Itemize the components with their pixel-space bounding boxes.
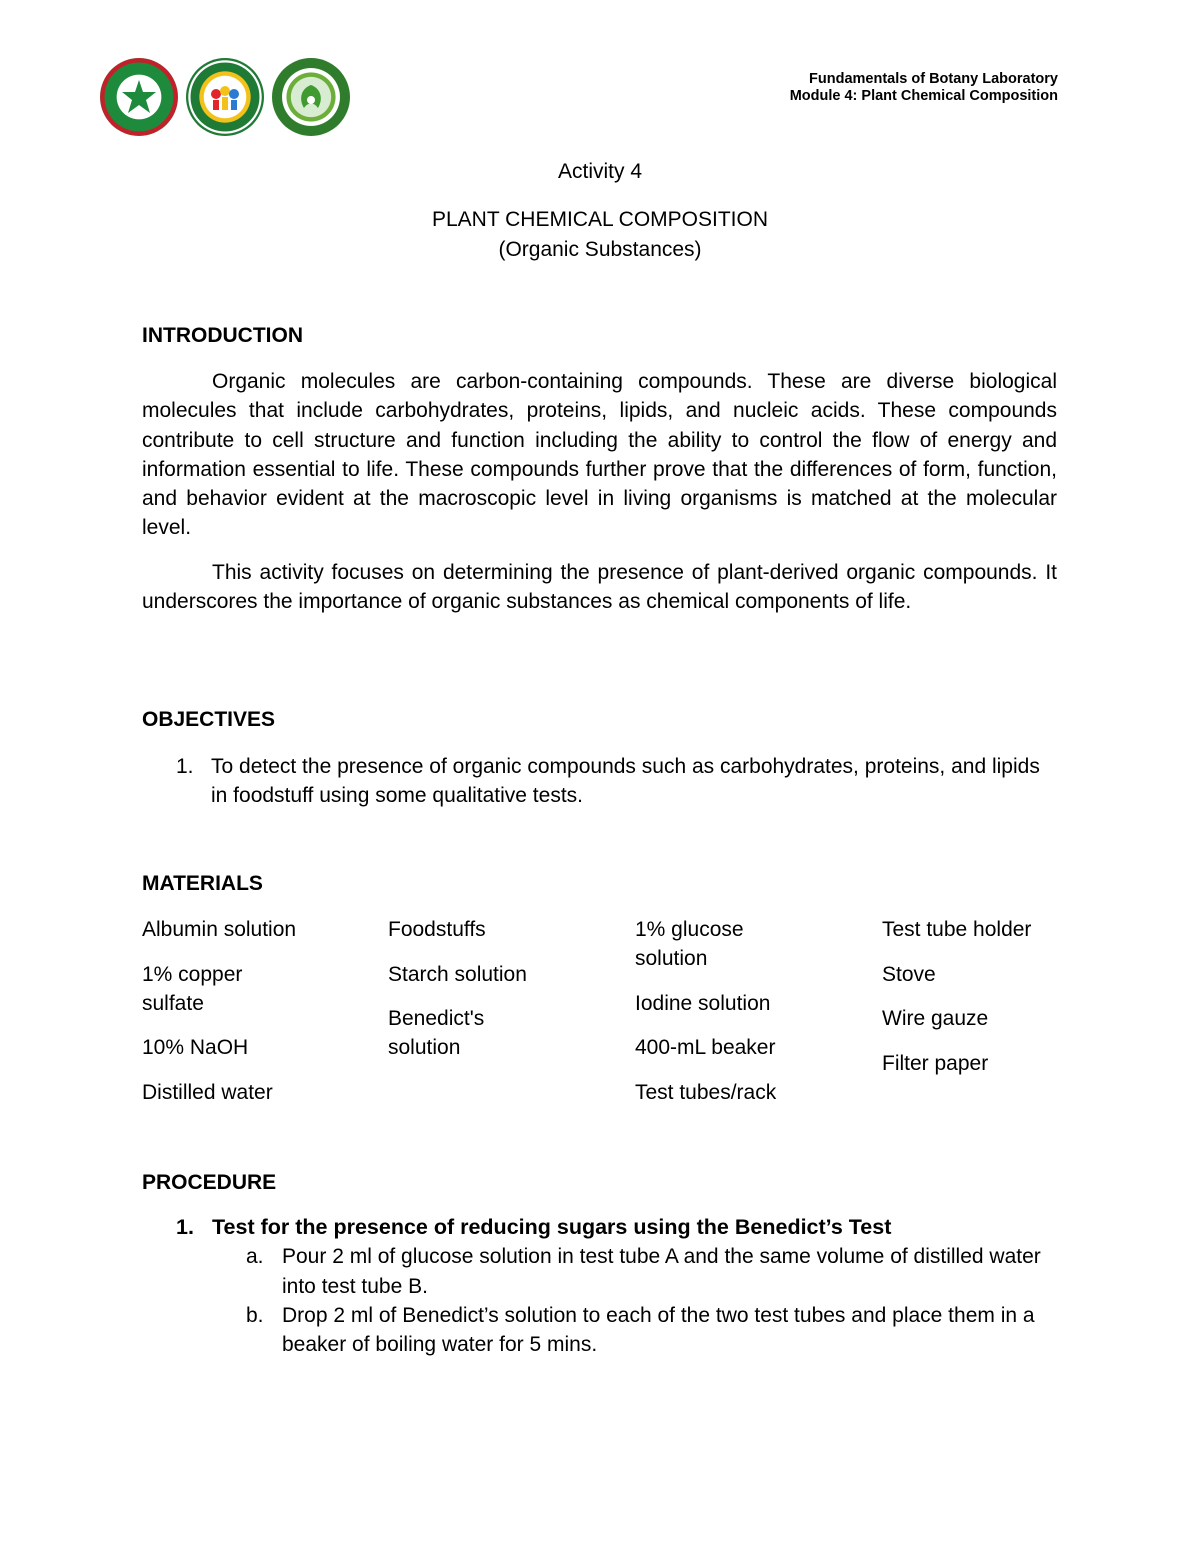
running-header <box>790 71 1058 105</box>
material-item: 10% NaOH <box>142 1036 249 1059</box>
material-item: Iodine solution <box>635 991 771 1015</box>
substep-letter: a. <box>246 1245 264 1269</box>
procedure-heading: PROCEDURE <box>142 1171 277 1194</box>
objectives-heading: OBJECTIVES <box>142 708 276 731</box>
substep-letter: b. <box>246 1303 264 1327</box>
introduction-paragraph-1: Organic molecules are carbon-containing compounds. These are diverse biological molecules that include carbohydrates, proteins, lipids, and nucleic acids. These compounds contribute to cell structure and function including the ability to control the flow of energy and information essential to life. These compounds further prove that the differences of form, function, and behavior evident at the macroscopic level in living organisms is matched at the molecular level. <box>142 370 1057 540</box>
material-item: 1% copper sulfate <box>142 962 243 1015</box>
college-seal-logo <box>186 58 264 136</box>
objective-item <box>142 752 1057 811</box>
material-item: Foodstuffs <box>388 918 486 941</box>
logo-row <box>100 58 350 136</box>
material-item: Filter paper <box>882 1051 989 1075</box>
university-seal-logo <box>100 58 178 136</box>
material-item: Test tubes/rack <box>635 1080 777 1104</box>
materials-column-3 <box>635 915 825 1122</box>
procedure-substep <box>142 1242 1057 1301</box>
procedure-substep <box>142 1301 1057 1360</box>
procedure-step <box>142 1213 1057 1242</box>
material-item: Wire gauze <box>882 1007 989 1030</box>
introduction-paragraph-2: This activity focuses on determining the presence of plant-derived organic compounds. It underscores the importance of organic substances as chemical components of life. <box>142 561 1057 614</box>
procedure-step-title: Test for the presence of reducing sugars using the Benedict’s Test <box>212 1215 892 1239</box>
document-title-block <box>0 205 1200 265</box>
document-subtitle: (Organic Substances) <box>498 238 702 261</box>
materials-column-2 <box>388 915 578 1078</box>
introduction-heading: INTRODUCTION <box>142 324 303 347</box>
materials-column-4 <box>882 915 1072 1093</box>
materials-column-1 <box>142 915 332 1122</box>
department-seal-logo <box>272 58 350 136</box>
material-item: Test tube holder <box>882 918 1032 941</box>
document-title: PLANT CHEMICAL COMPOSITION <box>431 208 769 231</box>
module-name: Module 4: Plant Chemical Composition <box>789 88 1058 104</box>
material-item: 1% glucose solution <box>635 918 744 970</box>
material-item: Distilled water <box>142 1080 273 1104</box>
material-item: Albumin solution <box>142 918 297 941</box>
activity-number: Activity 4 <box>557 160 643 183</box>
material-item: 400-mL beaker <box>635 1036 776 1059</box>
procedure-step-number: 1. <box>176 1215 194 1239</box>
substep-text: Drop 2 ml of Benedict’s solution to each of the two test tubes and place them in a beaker of boiling water for 5 mins. <box>282 1303 1035 1357</box>
material-item: Starch solution <box>388 962 527 986</box>
course-name: Fundamentals of Botany Laboratory <box>809 71 1058 87</box>
procedure-list <box>142 1213 1057 1359</box>
materials-heading: MATERIALS <box>142 872 263 895</box>
substep-text: Pour 2 ml of glucose solution in test tube A and the same volume of distilled water into test tube B. <box>282 1245 1041 1298</box>
material-item: Benedict's solution <box>388 1007 485 1059</box>
material-item: Stove <box>882 962 936 986</box>
objective-number: 1. <box>176 755 194 778</box>
objective-text: To detect the presence of organic compounds such as carbohydrates, proteins, and lipids in foodstuff using some qualitative tests. <box>211 755 1040 808</box>
